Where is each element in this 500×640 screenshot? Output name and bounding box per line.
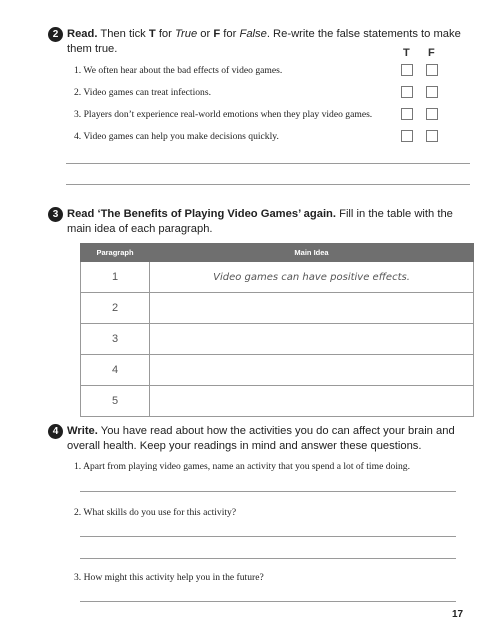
true-checkbox-4[interactable] xyxy=(401,130,413,142)
false-checkbox-1[interactable] xyxy=(426,64,438,76)
main-idea-cell[interactable] xyxy=(150,355,474,386)
rewrite-answer-line-2[interactable] xyxy=(66,184,470,185)
page-number: 17 xyxy=(452,609,464,620)
exercise-number-badge: 4 xyxy=(48,424,63,439)
paragraph-number: 1 xyxy=(81,262,150,293)
table-row xyxy=(81,355,474,386)
table-header-paragraph: Paragraph xyxy=(81,244,150,262)
paragraph-number: 2 xyxy=(81,293,150,324)
true-checkbox-3[interactable] xyxy=(401,108,413,120)
true-checkbox-1[interactable] xyxy=(401,64,413,76)
table-row xyxy=(81,293,474,324)
instruction-lead: Read ‘The Benefits of Playing Video Games’ again. xyxy=(67,208,336,220)
instruction-lead: Write. xyxy=(67,425,98,437)
paragraph-number: 4 xyxy=(81,355,150,386)
true-checkbox-2[interactable] xyxy=(401,86,413,98)
true-column-header: T xyxy=(403,47,410,59)
question-1: 1. Apart from playing video games, name an activity that you spend a lot of time doing. xyxy=(74,461,410,472)
table-row xyxy=(81,262,474,293)
answer-line[interactable] xyxy=(80,491,456,492)
false-checkbox-2[interactable] xyxy=(426,86,438,98)
main-idea-cell[interactable]: Video games can have positive effects. xyxy=(150,262,474,293)
false-checkbox-3[interactable] xyxy=(426,108,438,120)
exercise-number-badge: 2 xyxy=(48,27,63,42)
statement-2: 2. Video games can treat infections. xyxy=(74,87,211,98)
main-idea-cell[interactable] xyxy=(150,293,474,324)
paragraph-number: 3 xyxy=(81,324,150,355)
statement-4: 4. Video games can help you make decisions quickly. xyxy=(74,131,279,142)
main-idea-cell[interactable] xyxy=(150,386,474,417)
rewrite-answer-line-1[interactable] xyxy=(66,163,470,164)
exercise-3-instruction: Read ‘The Benefits of Playing Video Games’ again. Fill in the table with the main idea of each paragraph. xyxy=(67,208,453,235)
main-idea-table xyxy=(80,243,474,417)
statement-1: 1. We often hear about the bad effects of video games. xyxy=(74,65,283,76)
statement-3: 3. Players don’t experience real-world emotions when they play video games. xyxy=(74,109,373,120)
table-row xyxy=(81,324,474,355)
exercise-4-instruction: Write. You have read about how the activities you do can affect your brain and overall health. Keep your readings in mind and answer these questions. xyxy=(67,425,455,452)
false-column-header: F xyxy=(428,47,435,59)
table-row xyxy=(81,386,474,417)
exercise-number-badge: 3 xyxy=(48,207,63,222)
paragraph-number: 5 xyxy=(81,386,150,417)
table-header-main-idea: Main Idea xyxy=(150,244,474,262)
question-3: 3. How might this activity help you in the future? xyxy=(74,572,264,583)
exercise-2-instruction: Read. Then tick T for True or F for False. Re-write the false statements to make them true. xyxy=(67,28,461,55)
answer-line[interactable] xyxy=(80,558,456,559)
false-checkbox-4[interactable] xyxy=(426,130,438,142)
instruction-lead: Read. xyxy=(67,28,98,40)
question-2: 2. What skills do you use for this activity? xyxy=(74,507,237,518)
answer-line[interactable] xyxy=(80,536,456,537)
answer-line[interactable] xyxy=(80,601,456,602)
main-idea-cell[interactable] xyxy=(150,324,474,355)
